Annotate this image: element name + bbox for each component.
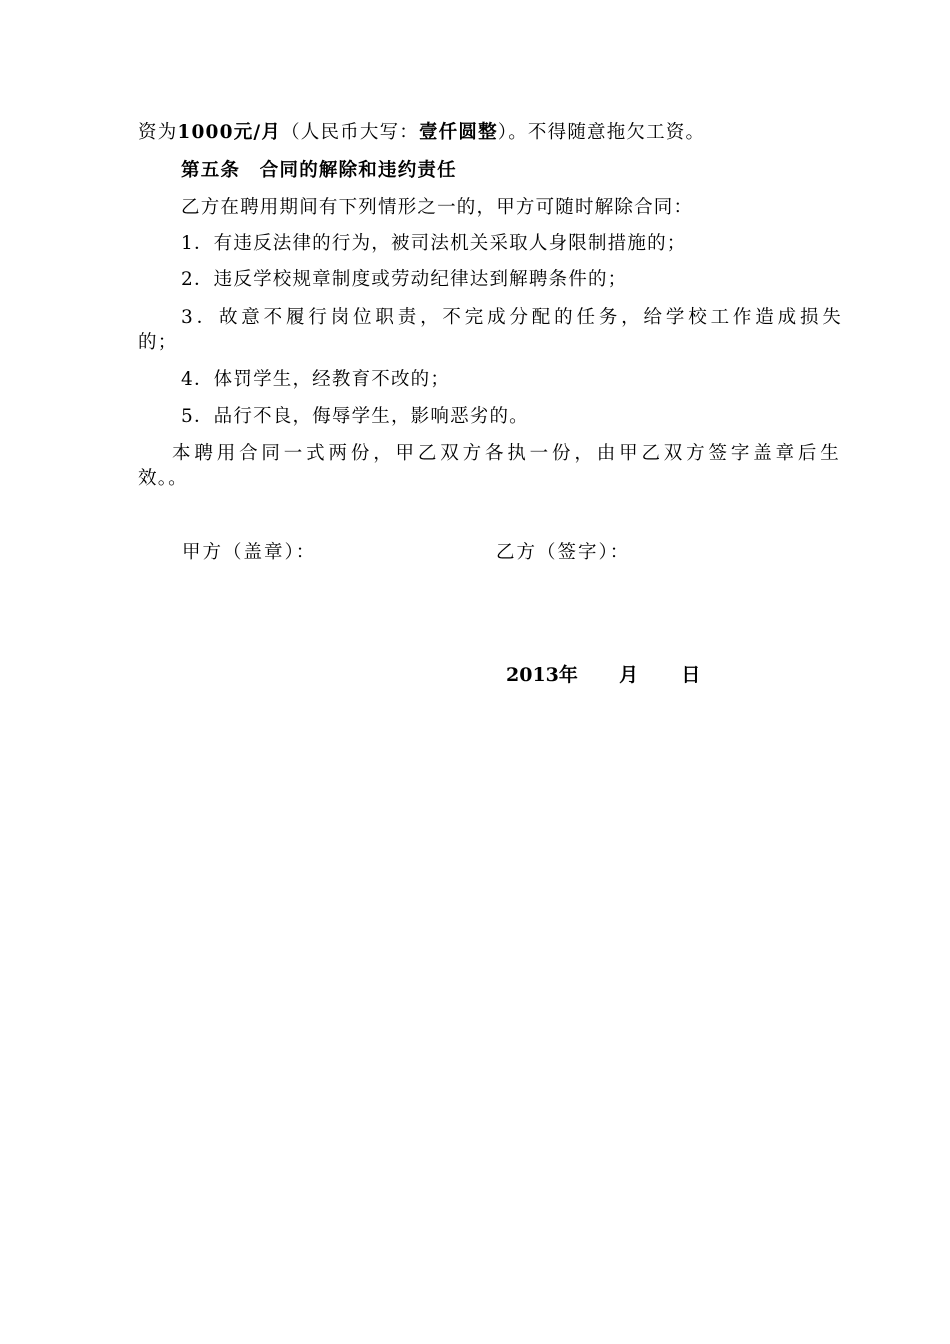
article5-item-2: 2．违反学校规章制度或劳动纪律达到解聘条件的； xyxy=(181,269,628,290)
wage-paren-open: （人民币大写： xyxy=(281,122,419,143)
wage-prefix: 资为 xyxy=(138,122,178,143)
party-a-signature-label: 甲方（盖章）： xyxy=(182,542,317,563)
article5-item-3: 3．故意不履行岗位职责，不完成分配的任务，给学校工作造成损失 xyxy=(181,307,842,328)
article5-item-3-cont: 的； xyxy=(138,332,178,353)
date-year: 2013年 xyxy=(506,664,578,686)
date-day: 日 xyxy=(681,664,701,686)
closing-line-2: 效。。 xyxy=(138,468,188,489)
article5-item-4: 4．体罚学生，经教育不改的； xyxy=(181,369,451,390)
wage-amount-upper: 壹仟圆整 xyxy=(418,122,498,143)
wage-amount: 1000元/月 xyxy=(177,122,282,143)
article5-item-1: 1．有违反法律的行为，被司法机关采取人身限制措施的； xyxy=(181,233,687,254)
article5-item-5: 5．品行不良，侮辱学生，影响恶劣的。 xyxy=(181,406,529,427)
wage-suffix: ）。不得随意拖欠工资。 xyxy=(497,122,706,143)
date-month: 月 xyxy=(619,664,639,686)
signing-date xyxy=(506,663,700,687)
article5-intro: 乙方在聘用期间有下列情形之一的，甲方可随时解除合同： xyxy=(181,197,694,218)
article5-heading: 第五条 合同的解除和违约责任 xyxy=(181,160,457,181)
closing-line-1: 本聘用合同一式两份，甲乙双方各执一份，由甲乙双方签字盖章后生 xyxy=(172,443,840,464)
party-b-signature-label: 乙方（签字）： xyxy=(496,542,631,563)
wage-line xyxy=(138,121,842,145)
